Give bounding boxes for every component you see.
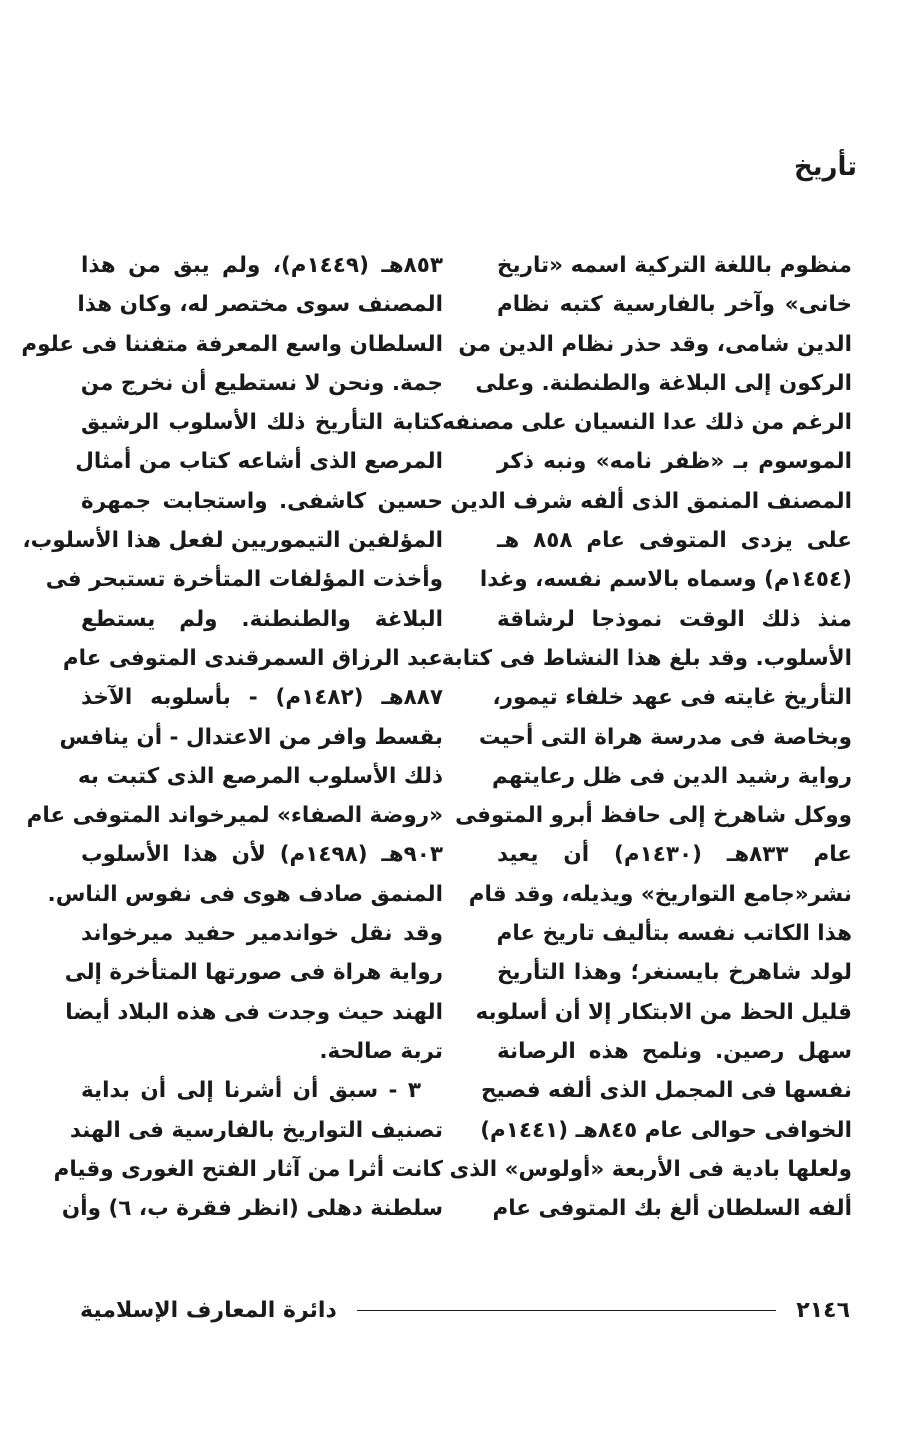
text-line: نفسها فى المجمل الذى ألفه فصيح: [481, 1078, 852, 1104]
text-line: على يزدى المتوفى عام ٨٥٨ هـ: [497, 528, 852, 554]
text-line: عام ٨٣٣هـ (١٤٣٠م) أن يعيد: [497, 842, 852, 868]
page-footer: [80, 1290, 850, 1330]
text-line: الهند حيث وجدت فى هذه البلاد أيضا: [65, 999, 443, 1025]
left-text-column: [21, 246, 443, 1228]
text-line: حسين كاشفى. واستجابت جمهرة: [81, 488, 443, 514]
text-line: خانى» وآخر بالفارسية كتبه نظام: [497, 292, 852, 318]
running-header: تأريخ: [794, 152, 857, 182]
text-line: سلطنة دهلى (انظر فقرة ب، ٦) وأن: [61, 1196, 443, 1222]
text-line: الركون إلى البلاغة والطنطنة. وعلى: [475, 370, 852, 396]
text-line: كانت أثرا من آثار الفتح الغورى وقيام: [53, 1156, 443, 1182]
text-line: نشر«جامع التواريخ» ويذيله، وقد قام: [468, 881, 852, 907]
text-line: ٨٥٣هـ (١٤٤٩م)، ولم يبق من هذا: [81, 253, 443, 278]
text-line: السلطان واسع المعرفة متفننا فى علوم: [21, 331, 443, 357]
text-line: التأريخ غايته فى عهد خلفاء تيمور،: [492, 685, 852, 711]
text-line: ولعلها بادية فى الأربعة «أولوس» الذى: [449, 1156, 852, 1182]
text-line: المؤلفين التيموريين لفعل هذا الأسلوب،: [22, 528, 443, 554]
text-line: لولد شاهرخ بايسنغر؛ وهذا التأريخ: [497, 960, 852, 986]
text-line: وقد نقل خواندمير حفيد ميرخواند: [81, 921, 443, 947]
text-line: البلاغة والطنطنة. ولم يستطع: [81, 606, 443, 632]
text-line: منظوم باللغة التركية اسمه «تاريخ: [497, 253, 852, 278]
text-line: ووكل شاهرخ إلى حافظ أبرو المتوفى: [455, 803, 852, 829]
text-line: منذ ذلك الوقت نموذجا لرشاقة: [497, 606, 852, 632]
text-line: هذا الكاتب نفسه بتأليف تاريخ عام: [496, 921, 852, 947]
footer-rule: [357, 1310, 777, 1311]
right-text-column: [441, 246, 852, 1228]
text-line: ذلك الأسلوب المرصع الذى كتبت به: [77, 763, 443, 789]
text-line: المرصع الذى أشاعه كتاب من أمثال: [75, 449, 443, 475]
text-line: رواية رشيد الدين فى ظل رعايتهم: [492, 763, 852, 789]
text-line: بقسط وافر من الاعتدال - أن ينافس: [59, 724, 443, 750]
text-line: وأخذت المؤلفات المتأخرة تستبحر فى: [45, 567, 443, 593]
text-line: ٨٨٧هـ (١٤٨٢م) - بأسلوبه الآخذ: [81, 685, 443, 711]
text-line: تربة صالحة.: [319, 1038, 443, 1064]
text-line: سهل رصين. ونلمح هذه الرصانة: [497, 1038, 852, 1064]
text-line: وبخاصة فى مدرسة هراة التى أحيت: [478, 724, 852, 750]
text-line: ٣ - سبق أن أشرنا إلى أن بداية: [81, 1078, 421, 1104]
text-line: كتابة التأريخ ذلك الأسلوب الرشيق: [81, 410, 443, 436]
text-line: تصنيف التواريخ بالفارسية فى الهند: [69, 1117, 443, 1143]
text-line: جمة. ونحن لا نستطيع أن نخرج من: [80, 370, 443, 396]
text-line: المنمق صادف هوى فى نفوس الناس.: [47, 881, 443, 907]
text-line: المصنف المنمق الذى ألفه شرف الدين: [450, 488, 852, 514]
text-line: عبد الرزاق السمرقندى المتوفى عام: [62, 645, 443, 671]
text-line: ألفه السلطان ألغ بك المتوفى عام: [492, 1196, 852, 1222]
text-line: الرغم من ذلك عدا النسيان على مصنفه: [442, 410, 852, 436]
text-line: المصنف سوى مختصر له، وكان هذا: [77, 292, 443, 318]
journal-name: دائرة المعارف الإسلامية: [80, 1297, 337, 1323]
text-line: رواية هراة فى صورتها المتأخرة إلى: [64, 960, 443, 986]
text-line: الخوافى حوالى عام ٨٤٥هـ (١٤٤١م): [480, 1117, 852, 1143]
text-line: الأسلوب. وقد بلغ هذا النشاط فى كتابة: [441, 645, 852, 671]
page-number: ٢١٤٦: [796, 1297, 850, 1323]
text-line: ٩٠٣هـ (١٤٩٨م) لأن هذا الأسلوب: [81, 842, 443, 868]
text-line: الموسوم بـ «ظفر نامه» ونبه ذكر: [497, 449, 852, 475]
text-line: (١٤٥٤م) وسماه بالاسم نفسه، وغدا: [479, 567, 852, 593]
text-line: الدين شامى، وقد حذر نظام الدين من: [458, 331, 852, 357]
text-line: «روضة الصفاء» لميرخواند المتوفى عام: [26, 803, 443, 829]
text-line: قليل الحظ من الابتكار إلا أن أسلوبه: [475, 999, 852, 1025]
